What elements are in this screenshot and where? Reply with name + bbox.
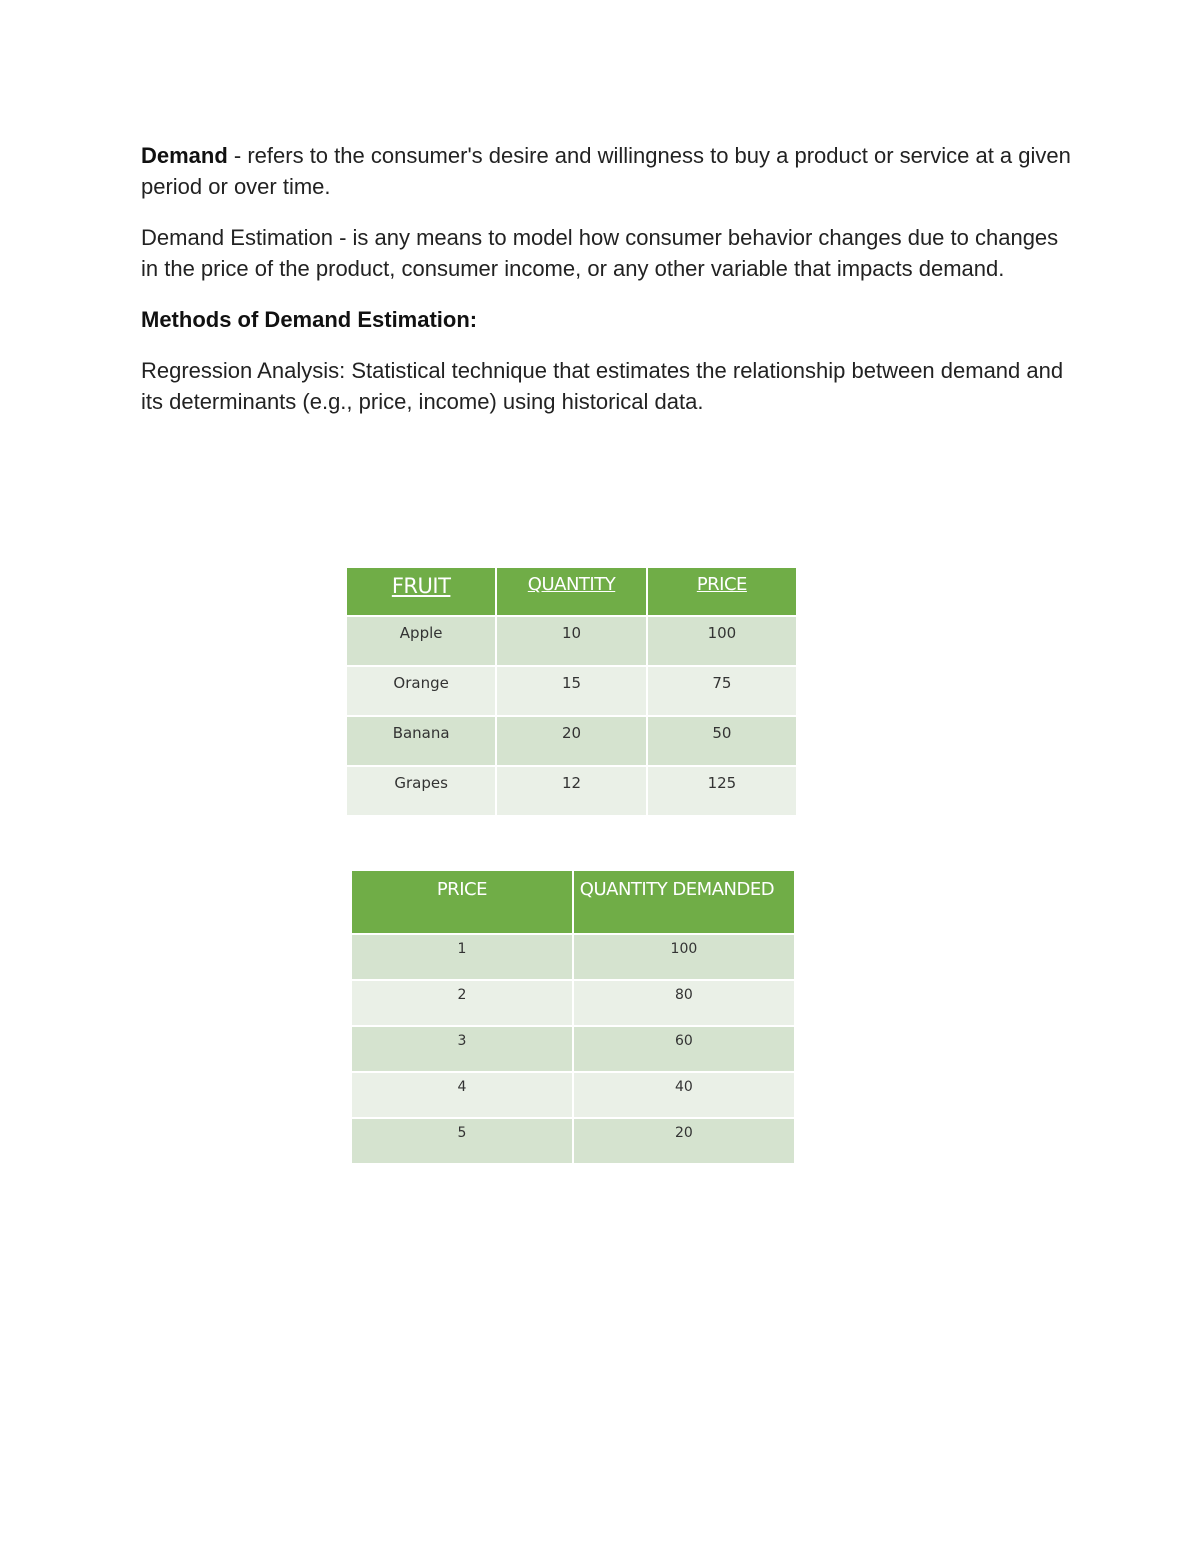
table-cell: Apple: [346, 616, 496, 666]
table-cell: 10: [496, 616, 647, 666]
table-cell: 125: [647, 766, 797, 816]
table-row: [351, 1118, 795, 1164]
table-cell: 20: [573, 1118, 795, 1164]
demand-table-header: [351, 870, 795, 934]
methods-heading: Methods of Demand Estimation:: [141, 307, 478, 332]
table-row: [351, 1026, 795, 1072]
price-header: PRICE: [351, 870, 573, 934]
fruit-header: FRUIT: [346, 567, 496, 616]
quantity-header: QUANTITY: [496, 567, 647, 616]
fruit-table: [345, 566, 798, 817]
table-cell: 60: [573, 1026, 795, 1072]
regression-analysis-text: Regression Analysis: Statistical technique that estimates the relationship between demand and its determinants (e.g., price, income) using historical data.: [141, 358, 1064, 414]
table-cell: 80: [573, 980, 795, 1026]
price-header: PRICE: [647, 567, 797, 616]
table-row: [351, 934, 795, 980]
table-row: [346, 716, 797, 766]
table-cell: 2: [351, 980, 573, 1026]
table-cell: 12: [496, 766, 647, 816]
demand-definition-text: - refers to the consumer's desire and willingness to buy a product or service at a given period or over time.: [141, 143, 1071, 199]
quantity-demanded-header: QUANTITY DEMANDED: [573, 870, 795, 934]
table-cell: 3: [351, 1026, 573, 1072]
table-cell: 4: [351, 1072, 573, 1118]
table-row: [346, 766, 797, 816]
table-row: [351, 1072, 795, 1118]
table-cell: 1: [351, 934, 573, 980]
demand-term: Demand: [141, 143, 228, 168]
table-cell: 100: [573, 934, 795, 980]
table-row: [346, 666, 797, 716]
table-row: [346, 616, 797, 666]
demand-definition: [141, 140, 1071, 202]
table-cell: Banana: [346, 716, 496, 766]
table-cell: 40: [573, 1072, 795, 1118]
table-cell: 5: [351, 1118, 573, 1164]
fruit-table-header: [346, 567, 797, 616]
demand-table: [350, 869, 796, 1165]
table-cell: Grapes: [346, 766, 496, 816]
demand-estimation-definition: Demand Estimation - is any means to model how consumer behavior changes due to changes in the price of the product, consumer income, or any other variable that impacts demand.: [141, 225, 1059, 281]
table-cell: 100: [647, 616, 797, 666]
table-row: [351, 980, 795, 1026]
table-cell: Orange: [346, 666, 496, 716]
table-cell: 20: [496, 716, 647, 766]
table-cell: 15: [496, 666, 647, 716]
table-cell: 50: [647, 716, 797, 766]
table-cell: 75: [647, 666, 797, 716]
document-body: [141, 140, 1071, 437]
